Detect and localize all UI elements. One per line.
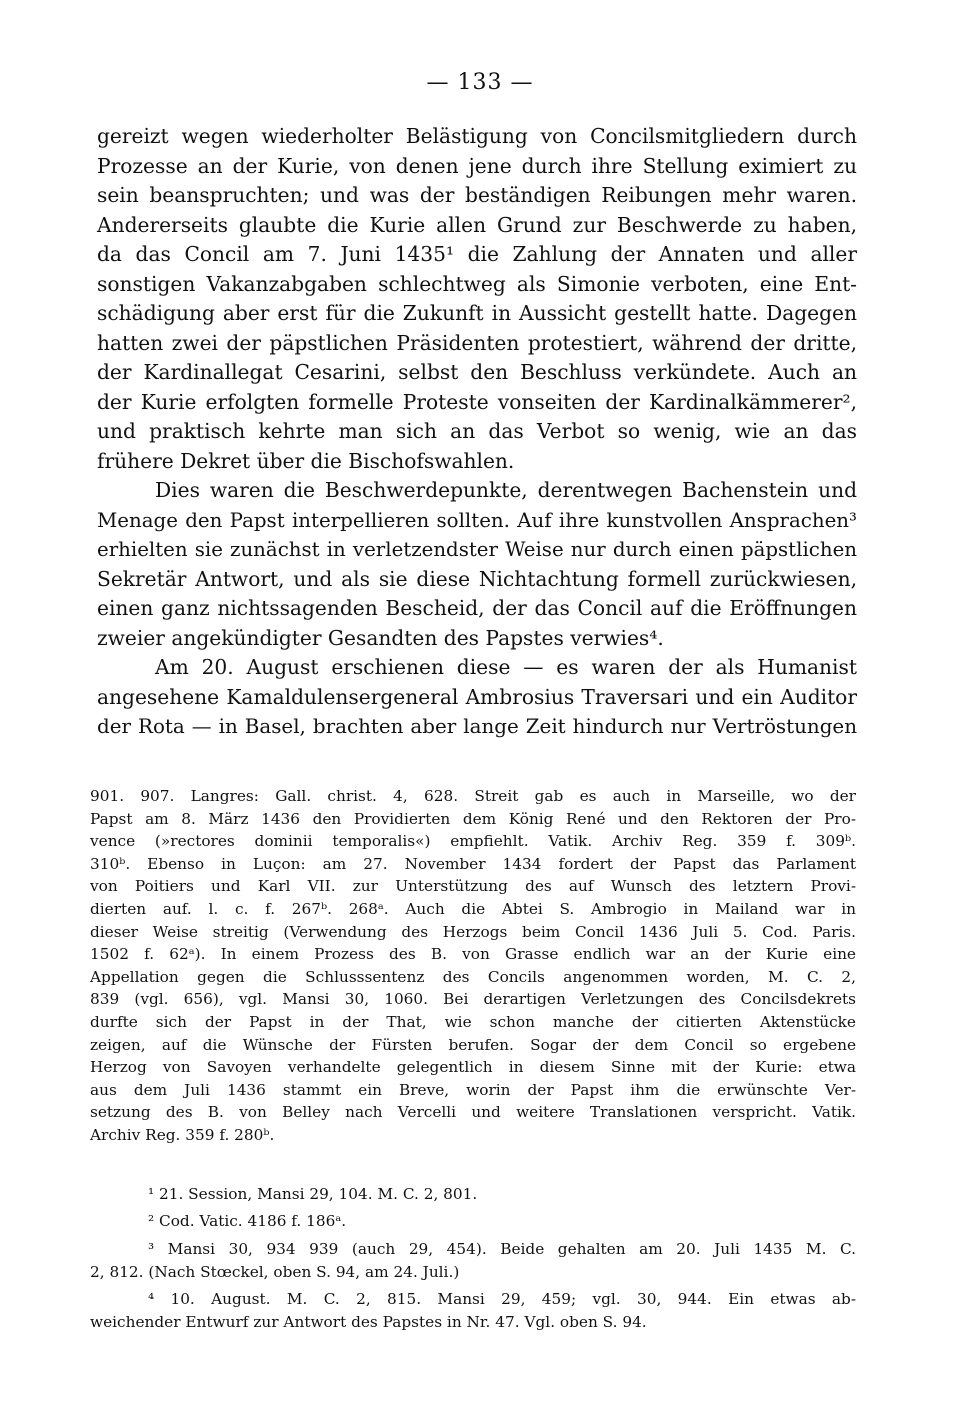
note-line: 901. 907. Langres: Gall. christ. 4, 628. Streit gab es auch in Marseille, wo der (90, 787, 856, 805)
footnote-text: ³ Mansi 30, 934 939 (auch 29, 454). Beide gehalten am 20. Juli 1435 M. C. (148, 1240, 856, 1258)
footnote-2 (90, 1210, 856, 1233)
note-line: 310ᵇ. Ebenso in Luçon: am 27. November 1434 fordert der Papst das Parlament (90, 854, 856, 873)
paragraph-2 (97, 476, 857, 653)
text-line: sein beanspruchten; und was der beständigen Reibungen mehr waren. (97, 183, 857, 207)
paragraph-3 (97, 653, 857, 742)
text-line: zweier angekündigter Gesandten des Papstes verwies⁴. (97, 625, 664, 650)
note-line: zeigen, auf die Wünsche der Fürsten berufen. Sogar der dem Concil so ergebene (90, 1035, 856, 1054)
footnote-text: ⁴ 10. August. M. C. 2, 815. Mansi 29, 459; vgl. 30, 944. Ein etwas ab- (148, 1290, 856, 1308)
note-line: Appellation gegen die Schlusssentenz des Concils angenommen worden, M. C. 2, (90, 967, 856, 986)
paragraph-1 (97, 122, 857, 476)
note-line: setzung des B. von Belley nach Vercelli und weitere Translationen verspricht. Vatik. (90, 1103, 856, 1122)
note-line: Papst am 8. März 1436 den Providierten dem König René und den Rektoren der Pro- (90, 809, 856, 828)
note-line: 1502 f. 62ᵃ). In einem Prozess des B. von Grasse endlich war an der Kurie eine (90, 945, 856, 964)
text-line: der Kardinallegat Cesarini, selbst den Beschluss verkündete. Auch an (97, 360, 857, 384)
text-line: hatten zwei der päpstlichen Präsidenten protestiert, während der dritte, (97, 330, 857, 355)
main-text (97, 122, 857, 742)
text-line: Menage den Papst interpellieren sollten. Auf ihre kunstvollen Ansprachen³ (97, 508, 857, 532)
footnote-text: weichender Entwurf zur Antwort des Papstes in Nr. 47. Vgl. oben S. 94. (90, 1312, 647, 1331)
text-line: da das Concil am 7. Juni 1435¹ die Zahlung der Annaten und aller (97, 242, 857, 266)
footnote-1 (90, 1183, 856, 1206)
text-line: Prozesse an der Kurie, von denen jene durch ihre Stellung eximiert zu (97, 153, 857, 178)
text-line: und praktisch kehrte man sich an das Verbot so wenig, wie an das (97, 419, 857, 443)
text-line: der Rota — in Basel, brachten aber lange Zeit hindurch nur Vertröstungen (97, 715, 857, 738)
text-line: einen ganz nichtssagenden Bescheid, der das Concil auf die Eröffnungen (97, 596, 857, 620)
continued-footnote (90, 785, 856, 1147)
note-line: aus dem Juli 1436 stammt ein Breve, worin der Papst ihm die erwünschte Ver- (90, 1080, 856, 1099)
text-line: Sekretär Antwort, und als sie diese Nichtachtung formell zurückwiesen, (97, 566, 857, 591)
text-line: frühere Dekret über die Bischofswahlen. (97, 448, 515, 473)
note-line: dieser Weise streitig (Verwendung des Herzogs beim Concil 1436 Juli 5. Cod. Paris. (90, 922, 856, 941)
text-line: sonstigen Vakanzabgaben schlechtweg als Simonie verboten, eine Ent- (97, 271, 857, 296)
footnote-3 (90, 1238, 856, 1283)
note-line: dierten auf. l. c. f. 267ᵇ. 268ᵃ. Auch die Abtei S. Ambrogio in Mailand war in (90, 899, 856, 918)
footnote-text: ¹ 21. Session, Mansi 29, 104. M. C. 2, 801. (148, 1185, 478, 1203)
text-line: der Kurie erfolgten formelle Proteste vonseiten der Kardinalkämmerer², (97, 389, 857, 414)
page-number: — 133 — (426, 70, 534, 95)
note-line: durfte sich der Papst in der That, wie schon manche der citierten Aktenstücke (90, 1012, 856, 1031)
text-line: Dies waren die Beschwerdepunkte, derentwegen Bachenstein und (155, 478, 857, 502)
footnote-text: ² Cod. Vatic. 4186 f. 186ᵃ. (148, 1212, 347, 1230)
note-line: Herzog von Savoyen verhandelte gelegentlich in diesem Sinne mit der Kurie: etwa (90, 1058, 856, 1077)
footnote-4 (90, 1288, 856, 1333)
note-line: Archiv Reg. 359 f. 280ᵇ. (90, 1125, 275, 1144)
text-line: schädigung aber erst für die Zukunft in Aussicht gestellt hatte. Dagegen (97, 301, 857, 325)
footnote-text: 2, 812. (Nach Stœckel, oben S. 94, am 24. Juli.) (90, 1262, 460, 1281)
note-line: vence (»rectores dominii temporalis«) empfiehlt. Vatik. Archiv Reg. 359 f. 309ᵇ. (90, 832, 856, 851)
text-line: erhielten sie zunächst in verletzendster Weise nur durch einen päpstlichen (97, 538, 857, 561)
text-line: Am 20. August erschienen diese — es waren der als Humanist (155, 655, 857, 679)
text-line: gereizt wegen wiederholter Belästigung von Concilsmitgliedern durch (97, 124, 857, 148)
note-line: von Poitiers und Karl VII. zur Unterstützung des auf Wunsch des letztern Provi- (90, 877, 856, 896)
text-line: angesehene Kamaldulensergeneral Ambrosius Traversari und ein Auditor (97, 684, 857, 709)
note-line: 839 (vgl. 656), vgl. Mansi 30, 1060. Bei derartigen Verletzungen des Concilsdekrets (90, 990, 856, 1009)
text-line: Andererseits glaubte die Kurie allen Grund zur Beschwerde zu haben, (97, 212, 857, 237)
